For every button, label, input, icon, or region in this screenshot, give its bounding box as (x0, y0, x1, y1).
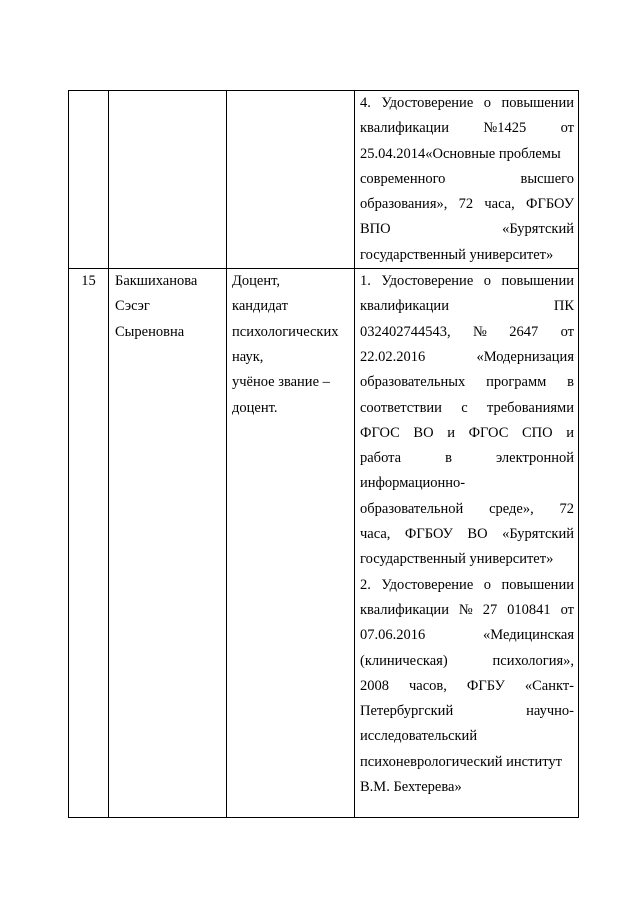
qualification-line (360, 775, 574, 800)
qualification-word: 2. (360, 576, 371, 593)
qualification-word: ФГОС (360, 424, 400, 441)
qualification-word: о (483, 576, 491, 593)
qualification-line (360, 142, 574, 167)
qualification-word: о (483, 273, 491, 290)
position-cell (227, 269, 355, 818)
qualification-word: современного (360, 170, 446, 187)
teacher-name-cell (109, 269, 227, 818)
position-line: учёное звание – (232, 374, 330, 391)
qualification-line (360, 192, 574, 217)
qualification-word: квалификации (360, 298, 449, 315)
qualification-line (360, 116, 574, 141)
qualification-word: «Санкт- (524, 677, 574, 694)
qualification-word: 25.04.2014«Основные проблемы (360, 145, 561, 162)
qualification-line (360, 294, 574, 319)
qualification-word: № (473, 323, 487, 340)
qualification-word: ФГБУ (466, 677, 505, 694)
qualification-word: государственный университет» (360, 246, 554, 263)
qualification-word: требованиями (486, 399, 574, 416)
qualification-word: ВО (413, 424, 434, 441)
qualification-word: 010841 (507, 601, 551, 618)
qualification-line (360, 598, 574, 623)
qualification-word: ПК (553, 298, 574, 315)
qualification-word: и (566, 424, 574, 441)
row-number-cell (69, 269, 109, 818)
position-line: доцент. (232, 399, 278, 416)
qualification-word: о (483, 95, 491, 111)
teacher-patronymic: Сыреновна (115, 323, 185, 340)
qualification-text (360, 91, 574, 268)
qualification-word: Удостоверение (381, 95, 474, 111)
table-row (69, 269, 579, 818)
qualification-word: среде», (489, 500, 534, 517)
qualification-line (360, 750, 574, 775)
qualification-word: программ (486, 374, 547, 391)
position-cell (227, 91, 355, 269)
qualification-word: 2647 (509, 323, 539, 340)
qualification-line (360, 370, 574, 395)
qualification-line (360, 623, 574, 648)
qualification-word: 27 (482, 601, 498, 618)
qualification-cell (355, 91, 579, 269)
qualification-word: Удостоверение (381, 273, 474, 290)
qualification-line (360, 167, 574, 192)
qualification-word: от (560, 323, 574, 340)
qualification-word: соответствии (360, 399, 442, 416)
qualification-line (360, 497, 574, 522)
qualification-word: в (445, 450, 452, 467)
qualification-word: повышении (501, 273, 574, 290)
qualification-word: работа (360, 450, 402, 467)
teacher-first-name: Сэсэг (115, 298, 150, 315)
position-line: наук, (232, 348, 264, 365)
qualification-word: 1. (360, 273, 371, 290)
position-line: Доцент, (232, 273, 280, 290)
qualification-line (360, 649, 574, 674)
row-number: 15 (81, 273, 96, 290)
staff-qualification-table (68, 90, 579, 818)
qualification-word: 032402744543, (360, 323, 451, 340)
qualification-word: 72 (559, 500, 574, 517)
qualification-line (360, 573, 574, 598)
qualification-word: психоневрологический институт (360, 753, 562, 770)
qualification-word: Петербургский (360, 703, 454, 720)
qualification-line (360, 446, 574, 471)
qualification-word: повышении (501, 95, 574, 111)
qualification-word: 22.02.2016 (360, 348, 426, 365)
qualification-word: от (560, 120, 574, 137)
qualification-word: квалификации (360, 601, 449, 618)
qualification-line (360, 320, 574, 345)
qualification-word: квалификации (360, 120, 449, 137)
qualification-word: «Бурятский (502, 221, 574, 238)
qualification-word: исследовательский (360, 728, 478, 745)
qualification-word: №1425 (483, 120, 527, 137)
qualification-line (360, 217, 574, 242)
qualification-word: «Медицинская (483, 627, 574, 644)
qualification-word: государствeнный университет» (360, 551, 554, 568)
qualification-word: В.М. Бехтерева» (360, 779, 462, 796)
qualification-word: (клиническая) (360, 652, 448, 669)
qualification-word: 4. (360, 95, 371, 111)
teacher-name-cell (109, 91, 227, 269)
qualification-word: СПО (521, 424, 553, 441)
qualification-word: электронной (495, 450, 574, 467)
qualification-word: образовательных (360, 374, 466, 391)
position-line: кандидат (232, 298, 288, 315)
qualification-line (360, 345, 574, 370)
qualification-cell (355, 269, 579, 818)
qualification-word: 2008 (360, 677, 389, 694)
qualification-word: психология», (492, 652, 574, 669)
qualification-word: повышении (501, 576, 574, 593)
qualification-line (360, 396, 574, 421)
qualification-word: с (461, 399, 468, 416)
qualification-line (360, 547, 574, 572)
qualification-word: часов, (409, 677, 447, 694)
qualification-word: «Бурятский (502, 526, 574, 543)
row-number-cell (69, 91, 109, 269)
qualification-word: Удостоверение (381, 576, 474, 593)
qualification-word: ВПО (360, 221, 391, 238)
qualification-word: научно- (526, 703, 574, 720)
qualification-word: 07.06.2016 (360, 627, 426, 644)
qualification-word: образования», (360, 196, 448, 213)
qualification-line (360, 471, 574, 496)
qualification-word: высшего (520, 170, 574, 187)
qualification-word: ФГБОУ (525, 196, 574, 213)
qualification-line (360, 522, 574, 547)
qualification-text (360, 269, 574, 800)
qualification-word: 72 (458, 196, 474, 213)
qualification-line (360, 243, 574, 268)
qualification-word: образовательной (360, 500, 464, 517)
qualification-word: и (447, 424, 455, 441)
qualification-word: ВО (467, 526, 488, 543)
qualification-word: «Модернизация (476, 348, 574, 365)
qualification-line (360, 269, 574, 294)
qualification-line (360, 421, 574, 446)
qualification-word: часа, (484, 196, 515, 213)
position-line: психологических (232, 323, 339, 340)
qualification-line (360, 724, 574, 749)
qualification-line (360, 674, 574, 699)
qualification-word: ФГОС (468, 424, 509, 441)
qualification-line (360, 699, 574, 724)
qualification-word: от (560, 601, 574, 618)
qualification-word: информационно- (360, 475, 466, 492)
qualification-word: ФГБОУ (404, 526, 453, 543)
teacher-surname: Бакшиханова (115, 273, 198, 290)
table-row (69, 91, 579, 269)
qualification-word: № (458, 601, 473, 618)
qualification-word: в (567, 374, 574, 391)
qualification-line (360, 91, 574, 116)
qualification-word: часа, (360, 526, 391, 543)
